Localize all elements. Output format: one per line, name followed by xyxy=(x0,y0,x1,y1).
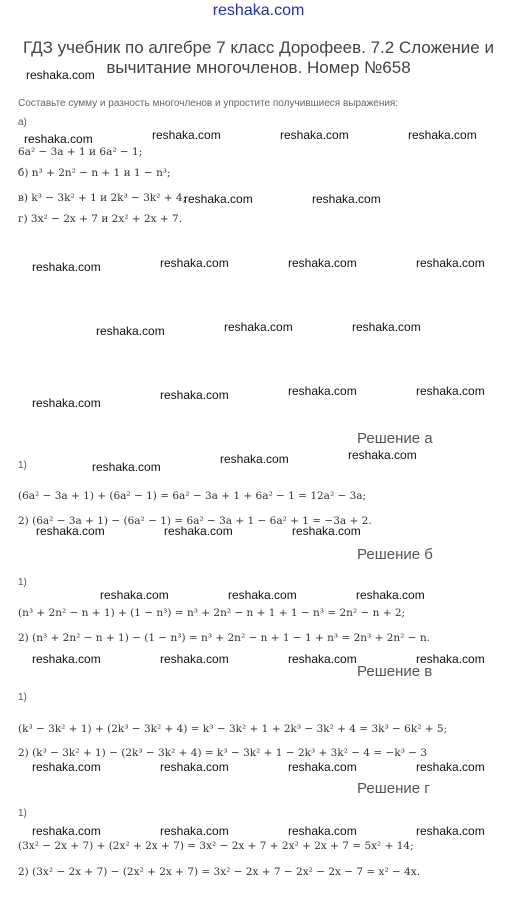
watermark: reshaka.com xyxy=(228,588,297,602)
watermark: reshaka.com xyxy=(416,760,485,774)
watermark: reshaka.com xyxy=(224,320,293,334)
watermark: reshaka.com xyxy=(348,448,417,462)
watermark: reshaka.com xyxy=(32,396,101,410)
page-title: ГДЗ учебник по алгебре 7 класс Дорофеев. 7.2 Сложение и вычитание многочленов. Номер №658 xyxy=(23,38,494,77)
solution-d-step1-label: 1) xyxy=(18,808,27,819)
watermark: reshaka.com xyxy=(220,452,289,466)
watermark: reshaka.com xyxy=(160,760,229,774)
watermark: reshaka.com xyxy=(184,192,253,206)
watermark: reshaka.com xyxy=(24,132,93,146)
watermark: reshaka.com xyxy=(96,324,165,338)
watermark: reshaka.com xyxy=(164,524,233,538)
solution-a-step1-label: 1) xyxy=(18,460,27,471)
solution-c-line2: 2) (k³ − 3k² + 1) − (2k³ − 3k² + 4) = k³ − 3k² + 1 − 2k³ + 3k² − 4 = −k³ − 3 xyxy=(18,747,428,759)
solution-c-line1: (k³ − 3k² + 1) + (2k³ − 3k² + 4) = k³ − 3k² + 1 + 2k³ − 3k² + 4 = 3k³ − 6k² + 5; xyxy=(18,723,448,735)
watermark: reshaka.com xyxy=(312,192,381,206)
watermark: reshaka.com xyxy=(100,588,169,602)
solution-d-line1: (3x² − 2x + 7) + (2x² + 2x + 7) = 3x² − 2x + 7 + 2x² + 2x + 7 = 5x² + 14; xyxy=(18,840,414,852)
solution-c-heading: Решение в xyxy=(357,663,433,680)
solution-b-line2: 2) (n³ + 2n² − n + 1) − (1 − n³) = n³ + 2n² − n + 1 − 1 + n³ = 2n³ + 2n² − n. xyxy=(18,632,430,644)
watermark: reshaka.com xyxy=(416,256,485,270)
watermark: reshaka.com xyxy=(288,652,357,666)
watermark: reshaka.com xyxy=(288,256,357,270)
watermark: reshaka.com xyxy=(32,260,101,274)
watermark: reshaka.com xyxy=(280,128,349,142)
watermark: reshaka.com xyxy=(288,824,357,838)
watermark: reshaka.com xyxy=(416,652,485,666)
watermark: reshaka.com xyxy=(160,388,229,402)
task-a: 6a² − 3a + 1 и 6a² − 1; xyxy=(18,146,143,158)
watermark: reshaka.com xyxy=(36,524,105,538)
watermark: reshaka.com xyxy=(26,68,95,82)
watermark: reshaka.com xyxy=(32,760,101,774)
task-intro: Составьте сумму и разность многочленов и упростите получившиеся выражения: xyxy=(18,98,399,109)
solution-d-line2: 2) (3x² − 2x + 7) − (2x² + 2x + 7) = 3x² − 2x + 7 − 2x² − 2x − 7 = x² − 4x. xyxy=(18,866,421,878)
watermark: reshaka.com xyxy=(352,320,421,334)
watermark: reshaka.com xyxy=(288,384,357,398)
solution-a-line2: 2) (6a² − 3a + 1) − (6a² − 1) = 6a² − 3a + 1 − 6a² + 1 = −3a + 2. xyxy=(18,515,372,527)
watermark: reshaka.com xyxy=(32,652,101,666)
solution-b-step1-label: 1) xyxy=(18,577,27,588)
site-watermark-top[interactable]: reshaka.com xyxy=(212,2,305,19)
watermark: reshaka.com xyxy=(152,128,221,142)
watermark: reshaka.com xyxy=(32,824,101,838)
watermark: reshaka.com xyxy=(160,824,229,838)
watermark: reshaka.com xyxy=(408,128,477,142)
solution-b-heading: Решение б xyxy=(357,546,433,563)
solution-a-line1: (6a² − 3a + 1) + (6a² − 1) = 6a² − 3a + 1 + 6a² − 1 = 12a² − 3a; xyxy=(18,490,367,502)
task-b: б) n³ + 2n² − n + 1 и 1 − n³; xyxy=(18,167,171,179)
watermark: reshaka.com xyxy=(92,460,161,474)
watermark: reshaka.com xyxy=(416,384,485,398)
solution-a-heading: Решение а xyxy=(357,430,433,447)
watermark: reshaka.com xyxy=(416,824,485,838)
task-d: г) 3x² − 2x + 7 и 2x² + 2x + 7. xyxy=(18,213,183,225)
task-a-label: а) xyxy=(18,117,27,128)
solution-d-heading: Решение г xyxy=(357,780,430,797)
watermark: reshaka.com xyxy=(288,760,357,774)
watermark: reshaka.com xyxy=(160,256,229,270)
watermark: reshaka.com xyxy=(160,652,229,666)
solution-c-step1-label: 1) xyxy=(18,692,27,703)
watermark: reshaka.com xyxy=(292,524,361,538)
task-c: в) k³ − 3k² + 1 и 2k³ − 3k² + 4; xyxy=(18,192,187,204)
solution-b-line1: (n³ + 2n² − n + 1) + (1 − n³) = n³ + 2n² − n + 1 + 1 − n³ = 2n² − n + 2; xyxy=(18,607,406,619)
watermark: reshaka.com xyxy=(356,588,425,602)
